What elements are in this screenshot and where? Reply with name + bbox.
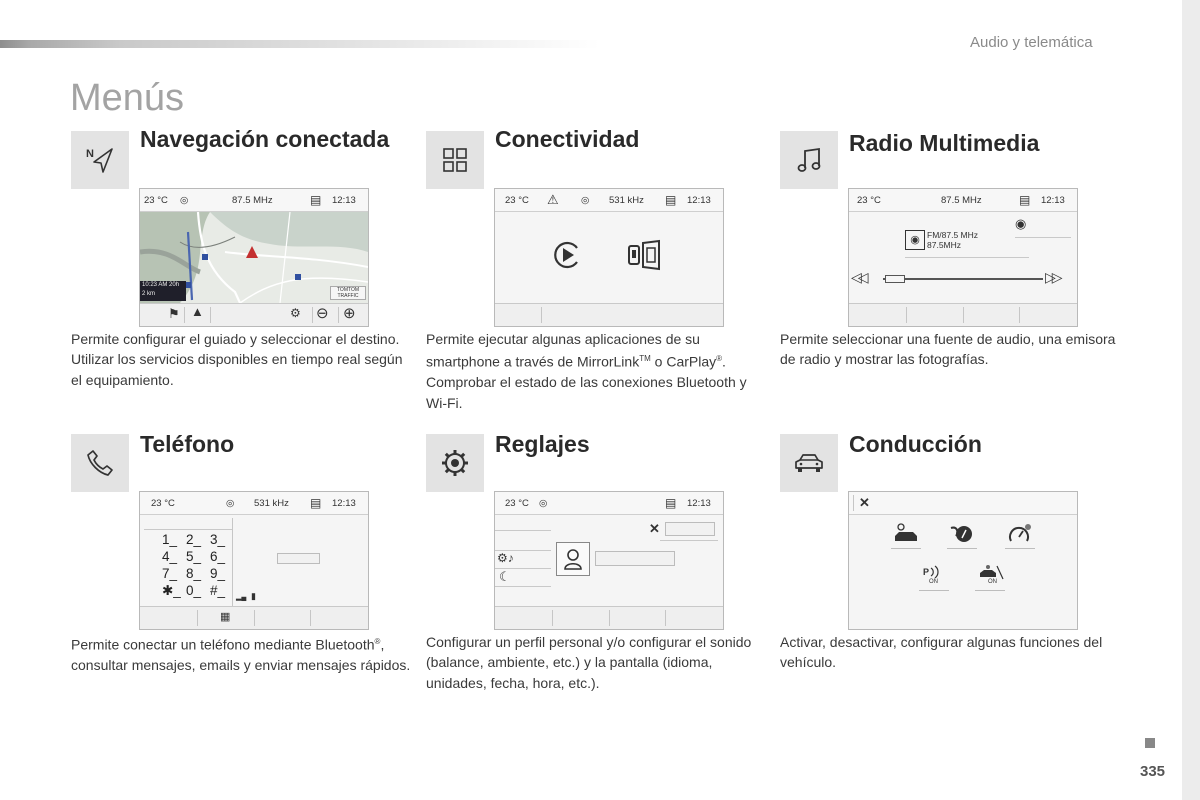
settings-screen	[494, 491, 724, 630]
number-display[interactable]	[277, 553, 320, 564]
phone-mirror-icon[interactable]	[625, 239, 665, 276]
key-4[interactable]: 4_	[162, 549, 178, 564]
clock: 12:13	[687, 195, 711, 206]
user-icon	[557, 543, 589, 575]
eta-distance: 2 km	[142, 291, 156, 297]
profile-button[interactable]	[556, 542, 590, 576]
close-icon[interactable]: ✕	[649, 521, 660, 536]
trademark-mark: TM	[639, 354, 651, 364]
card-description: Configurar un perfil personal y/o configurar el sonido (balance, ambiente, etc.) y la pantalla (idioma, unidades, fecha, hora, etc.).	[426, 634, 752, 691]
station-line2: 87.5MHz	[927, 240, 962, 250]
card-description	[71, 632, 416, 675]
clock: 12:13	[332, 498, 356, 509]
parking-sensor-icon	[919, 564, 949, 580]
section-header: Audio y telemática	[970, 34, 1093, 51]
description-part: Permite conectar un teléfono mediante Bluetooth	[71, 636, 375, 653]
frequency: 87.5 MHz	[941, 195, 982, 206]
map-settings-icon[interactable]: ⚙	[290, 306, 301, 320]
status-bar	[495, 492, 723, 515]
grid-icon[interactable]	[426, 131, 484, 189]
page-edge-bar	[1182, 0, 1200, 800]
lane-assist-icon	[975, 564, 1005, 580]
svg-text:P: P	[923, 567, 930, 577]
radio-signal-icon: ◎	[581, 195, 590, 206]
music-note-icon[interactable]	[780, 131, 838, 189]
divider	[144, 529, 232, 530]
temperature: 23 °C	[505, 498, 529, 509]
station-line1: FM/87.5 MHz	[927, 230, 979, 240]
destination-flag-icon[interactable]: ⚑	[168, 306, 180, 321]
top-bar	[849, 492, 1077, 515]
radio-screen	[848, 188, 1078, 327]
status-bar	[495, 189, 723, 212]
phone-toolbar	[140, 606, 368, 629]
key-6[interactable]: 6_	[210, 549, 226, 564]
phone-screen	[139, 491, 369, 630]
description-part: , consultar mensajes, emails y enviar mensajes rápidos.	[71, 636, 411, 673]
on-label: ON	[929, 579, 938, 585]
key-star[interactable]: ✱_	[162, 583, 181, 598]
card-title: Conducción	[849, 431, 982, 457]
seek-back-icon[interactable]: ◁◁	[851, 269, 865, 285]
card-description: Activar, desactivar, configurar algunas funciones del vehículo.	[780, 634, 1103, 671]
messages-icon: ▤	[665, 193, 677, 207]
page-number: 335	[1140, 763, 1166, 780]
card-title: Radio Multimedia	[849, 130, 1040, 156]
car-icon[interactable]	[780, 434, 838, 492]
text-field[interactable]	[665, 522, 715, 536]
compass-icon[interactable]: ▲	[191, 304, 204, 319]
registered-mark: ®	[716, 354, 723, 364]
clock: 12:13	[687, 498, 711, 509]
key-5[interactable]: 5_	[186, 549, 202, 564]
close-icon[interactable]: ✕	[859, 495, 870, 510]
zoom-out-icon[interactable]: ⊖	[316, 305, 329, 322]
warning-icon: ⚠	[547, 192, 559, 207]
frequency: 531 kHz	[254, 498, 289, 509]
key-7[interactable]: 7_	[162, 566, 178, 581]
zoom-in-icon[interactable]: ⊕	[343, 305, 356, 322]
park-assist-button[interactable]	[919, 564, 949, 591]
nav-screen	[139, 188, 369, 327]
keypad-icon[interactable]: ▦	[220, 611, 231, 623]
divider	[232, 518, 233, 606]
night-mode-icon[interactable]: ☾	[499, 569, 511, 584]
frequency-slider[interactable]	[883, 278, 1043, 280]
key-2[interactable]: 2_	[186, 532, 202, 547]
radio-signal-icon: ◎	[180, 195, 189, 206]
map-view[interactable]	[140, 212, 368, 303]
status-bar	[849, 189, 1077, 212]
temperature: 23 °C	[151, 498, 175, 509]
battery-icon: ▮	[251, 591, 256, 601]
vehicle-settings-button[interactable]	[891, 522, 921, 549]
speed-limiter-button[interactable]	[1005, 522, 1035, 549]
radio-signal-icon: ◎	[539, 498, 548, 509]
messages-icon: ▤	[310, 193, 322, 207]
card-title: Reglajes	[495, 431, 590, 457]
app-player-icon[interactable]	[551, 239, 583, 276]
lane-assist-button[interactable]	[975, 564, 1005, 591]
page-title: Menús	[70, 77, 185, 119]
station-icon: ◉	[905, 230, 925, 250]
radio-toolbar	[849, 303, 1077, 326]
station-info	[905, 229, 1029, 258]
card-title: Teléfono	[140, 431, 235, 457]
driving-screen	[848, 491, 1078, 630]
eco-mode-button[interactable]	[947, 522, 977, 549]
frequency: 531 kHz	[609, 195, 644, 206]
radio-signal-icon: ◎	[226, 498, 235, 509]
temperature: 23 °C	[857, 195, 881, 206]
eta-panel	[140, 281, 186, 301]
messages-icon: ▤	[1019, 193, 1031, 207]
clock: 12:13	[1041, 195, 1065, 206]
car-settings-icon	[891, 522, 921, 546]
card-description: Permite seleccionar una fuente de audio, una emisora de radio y mostrar las fotografías.	[780, 331, 1116, 368]
signal-icon: ▂▄	[236, 594, 247, 601]
temperature: 23 °C	[505, 195, 529, 206]
leaf-gauge-icon	[947, 522, 977, 546]
status-bar	[140, 189, 368, 212]
nav-toolbar	[140, 303, 368, 326]
svg-text:N: N	[86, 148, 94, 160]
frequency: 87.5 MHz	[232, 195, 273, 206]
eta-time: 10:23 AM 20h	[142, 282, 180, 288]
divider	[660, 540, 718, 541]
profile-name-field[interactable]	[595, 551, 675, 566]
status-bar	[140, 492, 368, 515]
navigation-icon[interactable]	[71, 131, 129, 189]
card-title: Conectividad	[495, 126, 640, 152]
messages-icon: ▤	[310, 496, 322, 510]
keypad[interactable]	[162, 532, 234, 599]
connectivity-screen	[494, 188, 724, 327]
gear-icon[interactable]	[426, 434, 484, 492]
on-label: ON	[988, 579, 997, 585]
card-title: Navegación conectada	[140, 126, 390, 152]
key-0[interactable]: 0_	[186, 583, 202, 598]
key-hash[interactable]: #_	[210, 583, 226, 598]
key-1[interactable]: 1_	[162, 532, 178, 547]
page-marker	[1145, 738, 1155, 748]
speedometer-icon	[1005, 522, 1035, 546]
key-9[interactable]: 9_	[210, 566, 226, 581]
settings-toolbar	[495, 606, 723, 629]
key-3[interactable]: 3_	[210, 532, 226, 547]
phone-icon[interactable]	[71, 434, 129, 492]
description-part: Permite ejecutar algunas aplicaciones de su smartphone a través de MirrorLink	[426, 331, 700, 370]
map-brand-badge: TOMTOM TRAFFIC	[330, 286, 366, 300]
clock: 12:13	[332, 195, 356, 206]
description-part: o CarPlay	[650, 353, 717, 370]
registered-mark: ®	[374, 637, 381, 646]
antenna-icon[interactable]: ◉	[1015, 216, 1027, 231]
card-description: Permite configurar el guiado y seleccionar el destino. Utilizar los servicios disponibles en tiempo real según el equipamiento.	[71, 331, 403, 388]
slider-thumb[interactable]	[885, 275, 905, 283]
card-description	[426, 329, 771, 413]
connectivity-toolbar	[495, 303, 723, 326]
divider	[495, 530, 551, 531]
header-gradient-bar	[0, 40, 600, 48]
temperature: 23 °C	[144, 195, 168, 206]
seek-forward-icon[interactable]: ▷▷	[1045, 269, 1059, 285]
divider	[495, 586, 551, 587]
sound-settings-icon[interactable]: ⚙♪	[497, 551, 514, 565]
messages-icon: ▤	[665, 496, 677, 510]
key-8[interactable]: 8_	[186, 566, 202, 581]
description-part: . Comprobar el estado de las conexiones Bluetooth y Wi-Fi.	[426, 353, 747, 411]
